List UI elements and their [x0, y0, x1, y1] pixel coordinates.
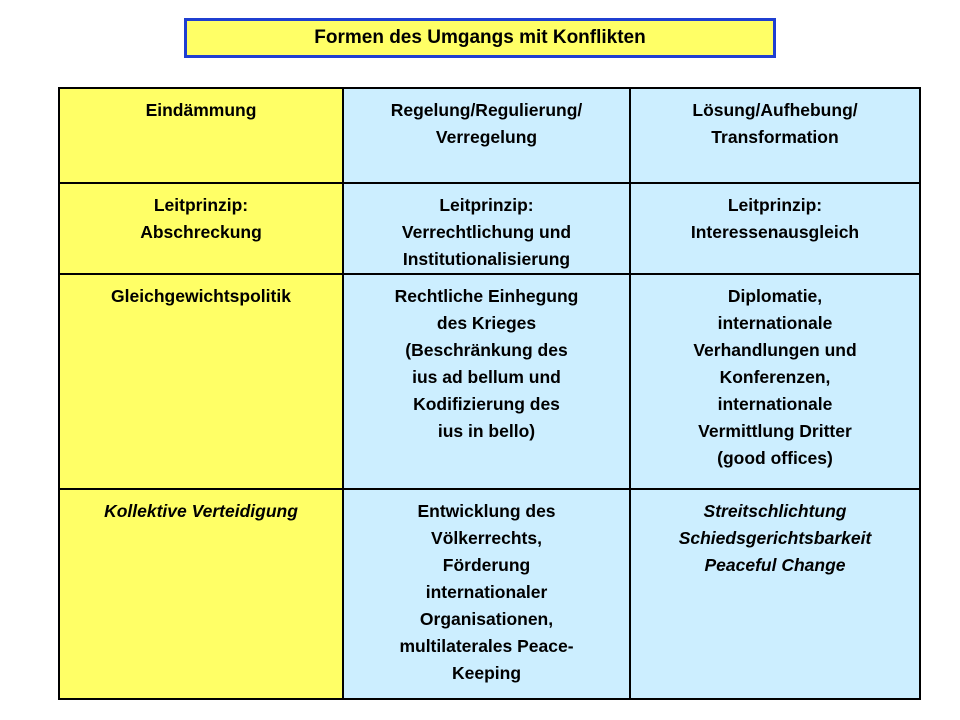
- table-cell: Streitschlichtung Schiedsgerichtsbarkeit Peaceful Change: [630, 489, 920, 699]
- title-box: [184, 18, 776, 58]
- header-cell-regelung: Regelung/Regulierung/ Verregelung: [343, 88, 630, 183]
- table-cell: Leitprinzip: Abschreckung: [59, 183, 343, 274]
- header-cell-loesung: Lösung/Aufhebung/ Transformation: [630, 88, 920, 183]
- table-row: [59, 489, 920, 699]
- table-cell: Leitprinzip: Verrechtlichung und Institutionalisierung: [343, 183, 630, 274]
- table-row: [59, 88, 920, 183]
- table-row: [59, 274, 920, 489]
- table-row: [59, 183, 920, 274]
- table-cell: Entwicklung des Völkerrechts, Förderung internationaler Organisationen, multilaterales Peace- Keeping: [343, 489, 630, 699]
- table-cell: Leitprinzip: Interessenausgleich: [630, 183, 920, 274]
- table-cell: Diplomatie, internationale Verhandlungen und Konferenzen, internationale Vermittlung Dritter (good offices): [630, 274, 920, 489]
- table-cell: Rechtliche Einhegung des Krieges (Beschränkung des ius ad bellum und Kodifizierung des ius in bello): [343, 274, 630, 489]
- page-title: Formen des Umgangs mit Konflikten: [314, 27, 646, 48]
- conflict-forms-table: [58, 87, 921, 700]
- table-cell: Gleichgewichtspolitik: [59, 274, 343, 489]
- header-cell-eindaemmung: Eindämmung: [59, 88, 343, 183]
- table-cell: Kollektive Verteidigung: [59, 489, 343, 699]
